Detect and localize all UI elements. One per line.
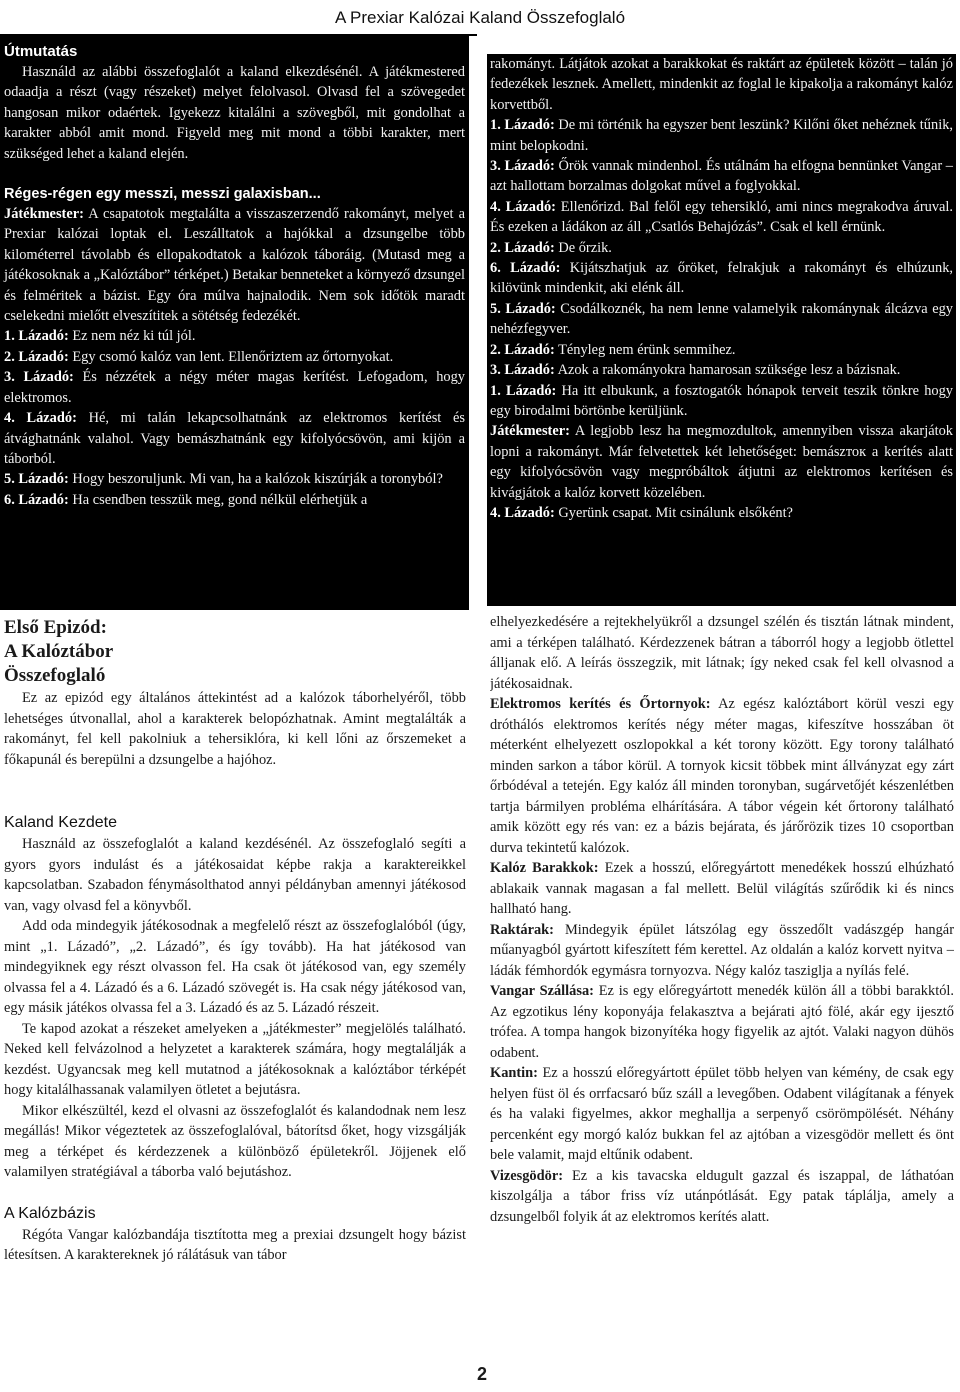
start-paragraph: Te kapod azokat a részeket amelyeken a „játékmester” megjelölés található. Neked kell felvázolnod a helyzetet a karakterek számára, hogy megtalálják a kezdést. Ugyancsak meg kell mutatnod a játékosoknak a kalóztábor térképét hogy kitalálhassanak valamilyen ötletet a bejutásra. <box>4 1020 466 1098</box>
dialogue-line-text: Kijátszhatjuk az őröket, felrakjuk a rakományt és elhúzunk, kilövünk mindenkit, aki elénk áll. <box>490 260 953 297</box>
right-column <box>490 612 954 1302</box>
dialogue-line <box>4 326 465 346</box>
dialogue-line-label: 1. Lázadó: <box>490 382 557 399</box>
dialogue-line-label: 2. Lázadó: <box>4 348 69 365</box>
dialogue-line-text: rakományt. Látjátok azokat a barakkokat és raktárt az épületek között – talán jó fedezékek lesznek. Amellett, mindenkit az foglal le kipakolja a rakományt kalóz korvettből. <box>490 56 953 113</box>
dialogue-line-text: Ha csendben tesszük meg, gond nélkül elérhetjük a <box>68 491 368 508</box>
dialogue-line <box>490 197 953 238</box>
location-entry-text: Ez a kis tavacska eldugult gazzal és iszappal, de láthatóan kiszolgálja a tábor friss víz utánpótlását. Egy patak táplálja, amely a dzsungelből folyik át az elektromos kerítés alatt. <box>490 1167 954 1225</box>
dialogue-line-label: 5. Lázadó: <box>490 300 556 317</box>
dialogue-line-text: Hogy beszoruljunk. Mi van, ha a kalózok kiszúrják a toronyból? <box>68 471 443 488</box>
location-entry-text: Ez a hosszú előregyártott épület több helyen van kémény, de csak egy helyen füst öl és orrfacsaró bűz száll a levegőben. Odabent világítanak a fények és ha valaki figyelmes, akkor meghallja a serpenyő csörömpölését. Néhány percenként egy morgó kalóz bukkan fel az ajtóban a vizesgödör mellett és önt bele valamit, majd eltűnik odabent. <box>490 1065 954 1163</box>
spacer <box>4 770 466 812</box>
dialogue-line <box>490 503 953 523</box>
dialogue-line <box>490 238 953 258</box>
dialogue-line <box>490 258 953 299</box>
location-entry-label: Elektromos kerítés és Őrtornyok: <box>490 696 711 712</box>
dialogue-line <box>4 367 465 408</box>
location-entry-label: Vangar Szállása: <box>490 983 594 999</box>
dialogue-line-text: Tényleg nem érünk semmihez. <box>554 341 736 358</box>
dialogue-line <box>490 421 953 503</box>
section-title-base: A Kalózbázis <box>4 1204 96 1222</box>
dialogue-line-label: 3. Lázadó: <box>490 158 555 175</box>
location-entry-label: Raktárak: <box>490 921 554 938</box>
location-entry <box>490 920 954 982</box>
dialogue-line-label: Játékmester: <box>4 206 84 223</box>
dialogue-line-text: A legjobb lesz ha megmozdultok, amennyiben vissza akarjátok lopni a rakományt. Már felvetettek két lehetőséget: bemászток a kerítés alatt egy kifolyócsövön vagy megpróbáltok átjutni az elektromos kerítésen és kivágjátok a kalóz korvett közelében. <box>490 423 953 501</box>
location-entry-label: Kantin: <box>490 1065 538 1081</box>
location-entry-text: Mindegyik épület látszólag egy összedőlt vadászgép hangár műanyagból gyártott kifeszített fém kerettel. Az oldalán a kalóz korvett nyitva – ládák fémhordók egymásra tornyozva. Négy kalóz tasziglja a nyílás felé. <box>490 921 954 979</box>
dialogue-line-text: De mi történik ha egyszer bent leszünk? Kilőni őket nehéznek tűnik, mint belopkodni. <box>490 117 953 154</box>
dialogue-line-label: 5. Lázadó: <box>4 471 69 488</box>
dialogue-line <box>490 360 953 380</box>
box-subheading: Réges-régen egy messzi, messzi galaxisban... <box>4 186 321 203</box>
episode-label: Első Epizód: <box>4 617 107 638</box>
location-entry <box>490 1166 954 1228</box>
start-paragraph: Mikor elkészültél, kezd el olvasni az összefoglalót és kalandodnak nem lesz megállás! Mikor végeztetek az összefoglalóval, bátorítsd őket, hogy vizsgálják meg a térképet és kérdezzenek a különböző épületekről. Jöjjenek elő valamilyen stratégiával a táborba való bejutáshoz. <box>4 1102 466 1180</box>
dialogue-line <box>490 381 953 422</box>
dialogue-line-text: Egy csomó kalóz van lent. Ellenőriztem az őrtornyokat. <box>68 348 394 365</box>
dialogue-line-text: És nézzétek a négy méter magas kerítést. Lefogadom, hogy elektromos. <box>4 369 465 406</box>
location-entry <box>490 1063 954 1166</box>
location-entries <box>490 694 954 1227</box>
start-paragraph: Használd az összefoglalót a kaland kezdésénél. Az összefoglaló segíti a gyors gyors indulást és a játékosaidat képbe rakja a karaktereikkel kapcsolatban. Szabadon fénymásolthatod annyi példányban amennyi játékosod van, vagy olvasd fel a könyvből. <box>4 836 466 914</box>
location-entry-label: Kalóz Barakkok: <box>490 860 599 876</box>
dialogue-line-text: De őrzik. <box>554 239 612 256</box>
box-heading: Útmutatás <box>4 43 78 60</box>
location-entry-text: Az egész kalóztábort körül veszi egy dróthálós elektromos kerítés négy méter magas, kifeszítve hosszában öt méterként elhelyezett oszlopokkal a két torony között. Egy torony található minden sarkon a tábor körül. A tornyok kicsit többek mint állványzat egy zárt őrbódéval a tetején. Egy kalóz áll minden toronyban, sugárvetőjét készenlétben tartja bármilyen probléma elhárítására. A tábor végein két őrtorony található amik között egy rés van: ez a bázis bejárata, és járőrözik tizes 10 csoportban durva tekintetű kalózok. <box>490 696 954 856</box>
dialogue-line-label: 1. Lázadó: <box>4 328 69 345</box>
dialogue-line-label: Játékmester: <box>490 423 570 440</box>
dialogue-line-text: Hé, mi talán lekapcsolhatnánk az elektromos kerítést és átvághatnánk valahol. Vagy bemászhatnánk egy kifolyócsövön, ami kijön a táborból. <box>4 410 465 467</box>
right-intro-text: elhelyezkedésére a rejtekhelyükről a dzsungel szélén és tisztán látnak mindent, ami a térképen található. Kérdezzenek bátran a táborról hogy a legjobb ötlettel álljanak elő. A leírás összegzik, mit látnak; így neked csak fel kell olvasnod a játékosaidnak. <box>490 614 954 692</box>
location-entry-label: Vizesgödör: <box>490 1167 563 1184</box>
dialogue-list-right <box>490 54 953 523</box>
dialogue-list-left <box>4 204 465 510</box>
dialogue-line <box>4 204 465 326</box>
dialogue-line-text: Csodálkoznék, ha nem lenne valamelyik rakománynak álcázva egy nehézfegyver. <box>490 300 953 338</box>
dialogue-line <box>4 469 465 489</box>
location-entry <box>490 858 954 920</box>
dialogue-line-label: 6. Lázadó: <box>490 260 561 277</box>
page-title: A Prexiar Kalózai Kaland Összefoglaló <box>334 8 626 27</box>
dialogue-line <box>490 115 953 156</box>
start-paragraph: Add oda mindegyik játékosodnak a megfelelő részt az összefoglalóból (úgy, mint „1. Lázadó”, „2. Lázadó”, és így tovább). Ha hat játékosod van mindegyiknek egy részt olvasson fel. Ha csak öt játékosod van, egy személy olvassa fel a 4. Lázadó és a 6. Lázadó szövegét is. Ha csak négy játékosod van, egy másik játékos olvassa fel a 3. Lázadó és az 5. Lázadó részeit. <box>4 918 466 1016</box>
dialogue-line-label: 1. Lázadó: <box>490 117 555 134</box>
dialogue-line <box>490 156 953 197</box>
dialogue-line-label: 4. Lázadó: <box>490 504 555 521</box>
dialogue-line-text: Gyerünk csapat. Mit csinálunk elsőként? <box>554 504 793 521</box>
dialogue-line-text: Ez nem néz ki túl jól. <box>68 328 196 345</box>
dialogue-line-text: Azok a rakományokra hamarosan szüksége lesz a bázisnak. <box>554 362 901 379</box>
dialogue-line-label: 4. Lázadó: <box>4 410 77 427</box>
start-paragraphs <box>4 834 466 1183</box>
dialogue-line <box>490 340 953 360</box>
dialogue-line <box>4 347 465 367</box>
location-entry-text: Ezek a hosszú, előregyártott menedékek hosszú elhúzható ablakaik vannak magasan a fal mellett. Belül világítás szűrődik ki és nincs hallható hang. <box>490 860 954 917</box>
episode-title: A Kalóztábor <box>4 641 114 662</box>
dialogue-line <box>4 408 465 469</box>
summary-title: Összefoglaló <box>4 665 106 686</box>
left-column <box>4 616 466 1356</box>
spacer <box>4 1183 466 1203</box>
location-entry <box>490 694 954 858</box>
summary-box-left <box>0 36 469 610</box>
dialogue-line <box>490 299 953 340</box>
dialogue-line-label: 4. Lázadó: <box>490 198 556 215</box>
summary-text: Ez az epizód egy általános áttekintést ad a kalózok táborhelyéről, több lehetséges útvonallal, ahol a karakterek belopózhatnak. Amint megtalálták a rakományt, fel kell pakolniuk a tehersiklóra, ki kell lőni az őrszemeket a főkapunál és berepülni a dzsungelbe a hajóhoz. <box>4 690 466 768</box>
dialogue-line <box>490 54 953 115</box>
dialogue-line <box>4 490 465 510</box>
summary-box-right <box>487 54 956 606</box>
page-number: 2 <box>476 1364 487 1384</box>
dialogue-line-label: 2. Lázadó: <box>490 239 555 256</box>
dialogue-line-text: Őrök vannak mindenhol. És utálnám ha elfogna bennünket Vangar – azt hallottam borzalmas dolgokat művel a foglyokkal. <box>490 158 953 195</box>
location-entry <box>490 981 954 1063</box>
base-text: Régóta Vangar kalózbandája tisztította meg a prexiai dzsungelt hogy bázist létesítsen. A karaktereknek jó rálátásuk van tábor <box>4 1226 466 1263</box>
section-title-start: Kaland Kezdete <box>4 814 117 831</box>
dialogue-line-label: 3. Lázadó: <box>490 362 555 379</box>
dialogue-line-text: Ha itt elbukunk, a fosztogatók hónapok terveit teszik tönkre hogy egy birodalmi börtönbe kerüljünk. <box>490 382 953 419</box>
dialogue-line-text: Ellenőrizd. Bal felől egy tehersikló, ami nincs megrakodva áruval. És ezeken a ládákon az áll „Csatlós Behajózás”. Csak el kell érnünk. <box>490 198 953 236</box>
dialogue-line-label: 6. Lázadó: <box>4 491 69 508</box>
dialogue-line-label: 2. Lázadó: <box>490 341 555 358</box>
instructions-text: Használd az alábbi összefoglalót a kaland elkezdésénél. A játékmestered odaadja a részt (vagy részeket) melyet felolvasol. Olvasd fel a szövegedet hangosan mikor odaértek. Igyekezz kitalálni a szövegből, mit gondolhat a karakter abból amit mond. Figyeld meg mit mond a többi karakter, mert szükséged lehet a kaland elején. <box>4 64 465 162</box>
dialogue-line-label: 3. Lázadó: <box>4 369 74 386</box>
dialogue-line-text: A csapatotok megtalálta a visszaszerzendő rakományt, melyet a Prexiar kalózai loptak el. Leszálltatok a hajókkal a dzsungelbe több kilométerrel távolabb és ellopakodtatok a kalózok táboráig. (Mutasd meg a játékosoknak a „Kalóztábor” térképet.) Betakar benneteket a környező dzsungel és felméritek a bázist. Egy óra múlva hajnalodik. Nem sok időtök maradt cselekedni mielőtt elveszítitek a sötétség fedezékét. <box>4 206 465 325</box>
location-entry-text: Ez is egy előregyártott menedék külön áll a többi barakktól. Az egzotikus lény koponyája felakasztva a bejárati ajtó fölé, akár egy ijesztő trófea. A tompa hangok bizonyítéka hogy figyelik az ajtót. Valaki nagyon dühös odabent. <box>490 983 954 1061</box>
